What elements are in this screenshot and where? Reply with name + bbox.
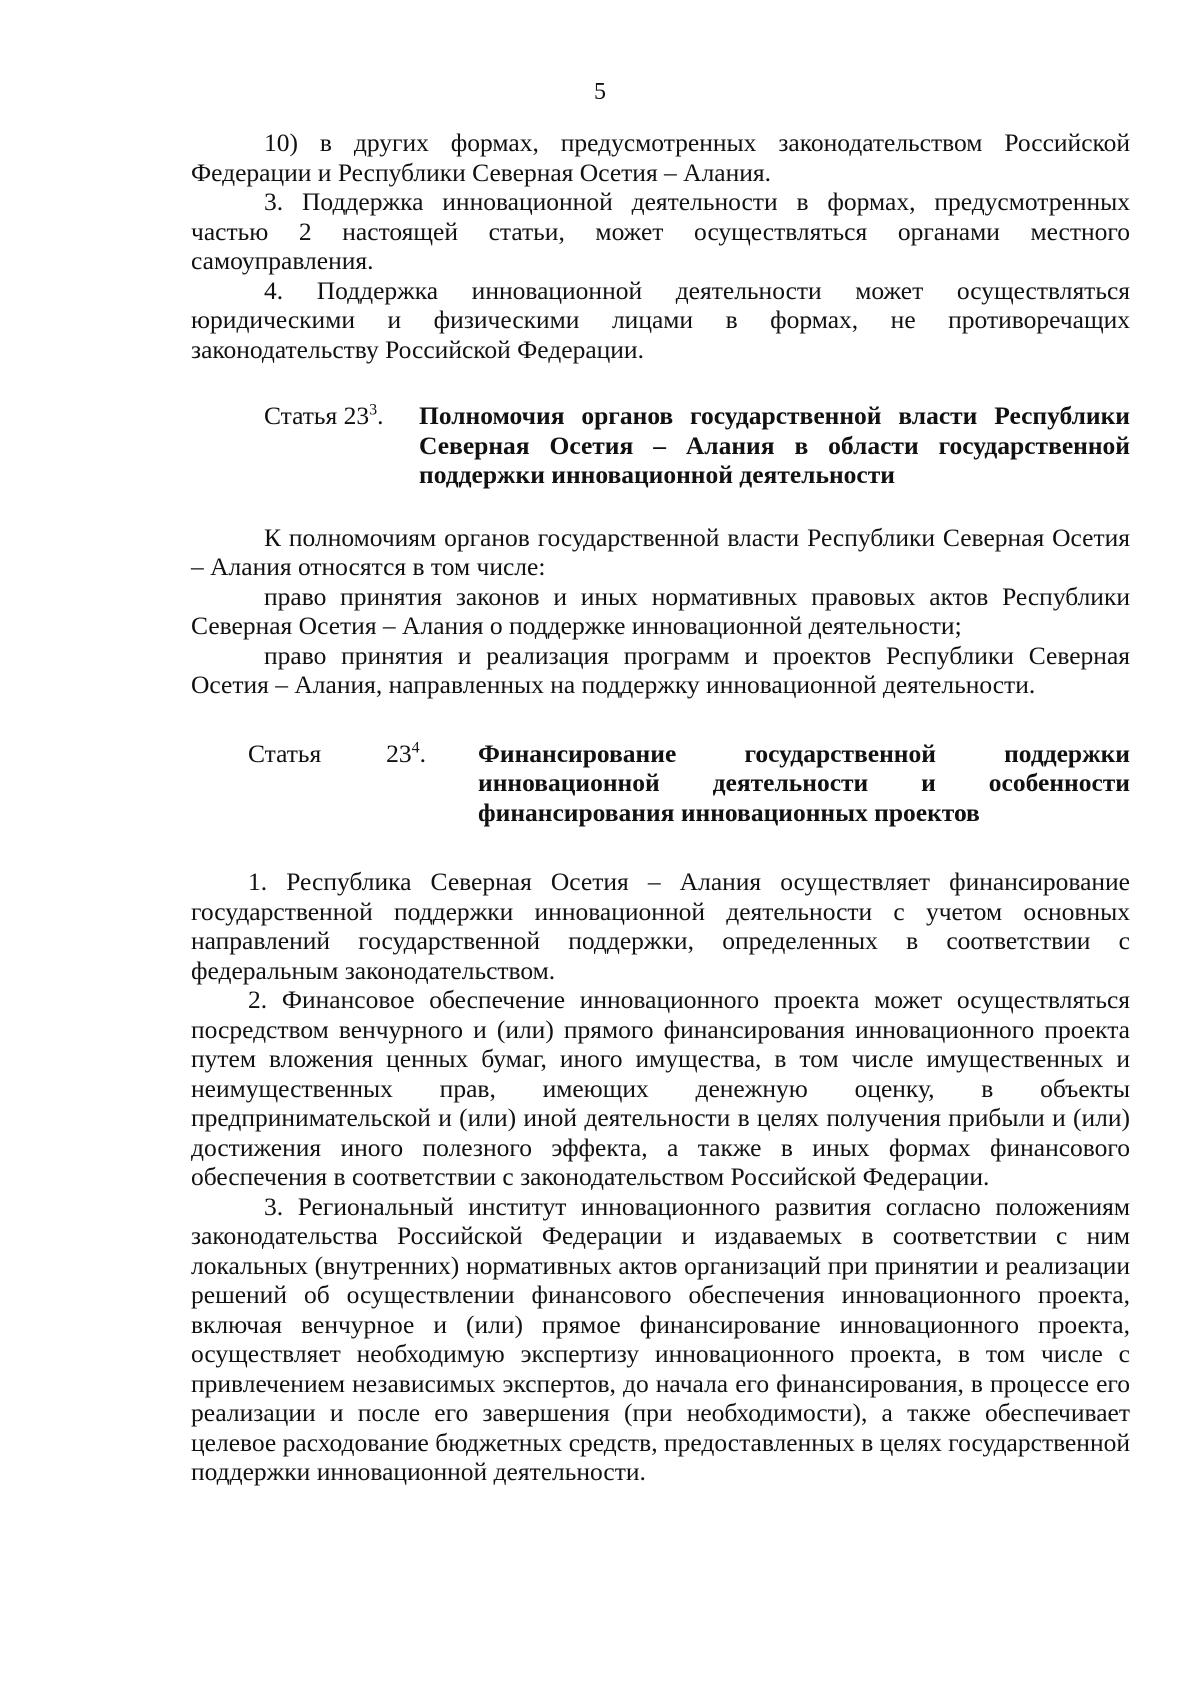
article-label-word: Статья: [248, 738, 322, 768]
article-number: 23: [343, 401, 370, 430]
article-title-last: финансирования инновационных проектов: [478, 797, 980, 827]
article-23-4-heading: [191, 739, 1130, 828]
paragraph-part-4: 4. Поддержка инновационной деятельности может осуществляться юридическими и физическими лицами в формах, не противоречащих законодательству Российской Федерации.: [191, 275, 1130, 364]
paragraph-financing-1: 1. Республика Северная Осетия – Алания осуществляет финансирование государственной поддержки инновационной деятельности с учетом основных направлений государственной поддержки, определенных в соответствии с федеральным законодательством.: [191, 867, 1130, 985]
article-title: [478, 739, 1130, 828]
page-number: 5: [594, 79, 606, 105]
article-title: Полномочия органов государственной власти Республики Северная Осетия – Алания в области государственной поддержки инновационной деятельности: [419, 401, 1130, 489]
document-body: [191, 128, 1130, 1487]
article-number: 23: [386, 738, 412, 768]
article-title-main: Финансирование государственной поддержки инновационной деятельности и особенности: [478, 738, 1130, 797]
article-label-word: Статья: [264, 401, 338, 430]
paragraph-financing-2: 2. Финансовое обеспечение инновационного проекта может осуществляться посредством венчурного и (или) прямого финансирования инновационного проекта путем вложения ценных бумаг, иного имущества, в том числе имущественных и неимущественных прав, имеющих денежную оценку, в объекты предпринимательской и (или) иной деятельности в целях получения прибыли и (или) достижения иного полезного эффекта, а также в иных формах финансового обеспечения в соответствии с законодательством Российской Федерации.: [191, 985, 1130, 1191]
paragraph-part-3: 3. Поддержка инновационной деятельности в формах, предусмотренных частью 2 настоящей статьи, может осуществляться органами местного самоуправления.: [191, 187, 1130, 275]
article-superscript: 4: [411, 739, 420, 756]
article-superscript: 3: [369, 401, 378, 419]
paragraph-item-10: 10) в других формах, предусмотренных законодательством Российской Федерации и Республики Северная Осетия – Алания.: [191, 128, 1130, 187]
article-label: [191, 739, 478, 769]
article-dot: .: [377, 401, 384, 430]
paragraph-financing-3: 3. Региональный институт инновационного развития согласно положениям законодательства Российской Федерации и издаваемых в соответствии с ним локальных (внутренних) нормативных актов организаций при принятии и реализации решений об осуществлении финансового обеспечения инновационного проекта, включая венчурное и (или) прямое финансирование инновационного проекта, осуществляет необходимую экспертизу инновационного проекта, в том числе с привлечением независимых экспертов, до начала его финансирования, в процессе его реализации и после его завершения (при необходимости), а также обеспечивает целевое расходование бюджетных средств, предоставленных в целях государственной поддержки инновационной деятельности.: [191, 1191, 1130, 1486]
paragraph-powers-programs: право принятия и реализация программ и проектов Республики Северная Осетия – Алания, направленных на поддержку инновационной деятельности.: [191, 640, 1130, 699]
paragraph-powers-intro: К полномочиям органов государственной власти Республики Северная Осетия – Алания относятся в том числе:: [191, 522, 1130, 581]
article-dot: .: [419, 738, 426, 768]
article-23-3-heading: [191, 401, 1130, 490]
article-label: [191, 401, 419, 431]
paragraph-powers-laws: право принятия законов и иных нормативных правовых актов Республики Северная Осетия – Алания о поддержке инновационной деятельности;: [191, 581, 1130, 640]
